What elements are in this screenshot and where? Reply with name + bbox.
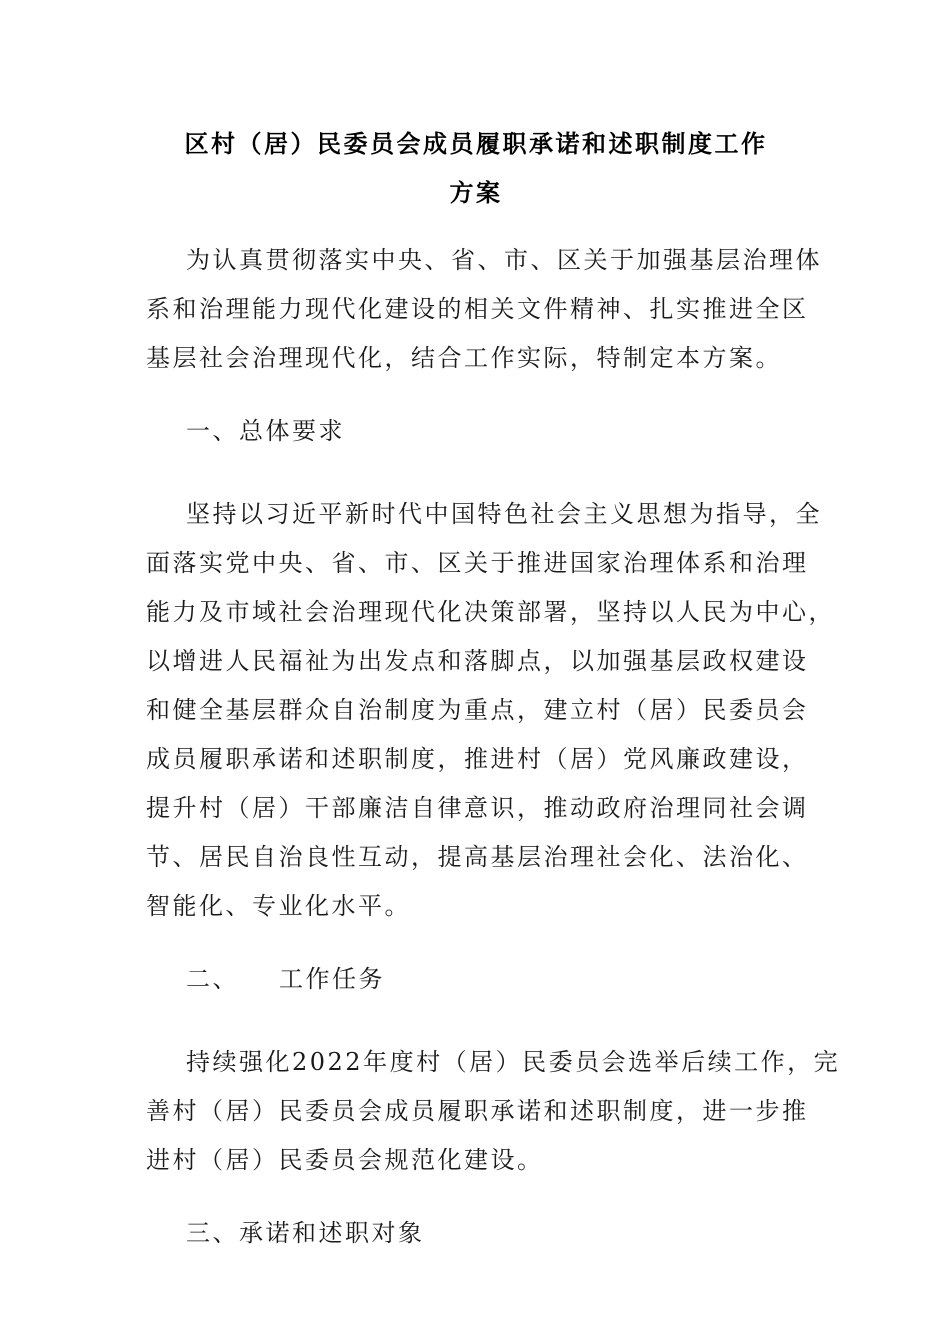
section-heading-3 bbox=[146, 1209, 806, 1258]
section-heading-line bbox=[146, 955, 806, 1004]
paragraph-line: 为认真贯彻落实中央、省、市、区关于加强基层治理体 bbox=[186, 246, 822, 274]
section-heading-text: 工作任务 bbox=[279, 965, 385, 993]
paragraph-line: 系和治理能力现代化建设的相关文件精神、扎实推进全区 bbox=[146, 295, 809, 323]
paragraph-line: 面落实党中央、省、市、区关于推进国家治理体系和治理 bbox=[146, 549, 809, 577]
section-heading-number: 二、 bbox=[186, 965, 239, 993]
section-heading-1 bbox=[146, 407, 806, 456]
section-1-paragraph bbox=[146, 490, 835, 931]
paragraph-line: 提升村（居）干部廉洁自律意识，推动政府治理同社会调 bbox=[146, 794, 809, 822]
paragraph-line: 成员履职承诺和述职制度，推进村（居）党风廉政建设， bbox=[146, 745, 809, 773]
section-2-paragraph bbox=[146, 1038, 841, 1185]
document-title bbox=[146, 120, 806, 218]
paragraph-line: 以增进人民福祉为出发点和落脚点，以加强基层政权建设 bbox=[146, 647, 809, 675]
title-line: 方案 bbox=[449, 179, 503, 207]
intro-paragraph bbox=[146, 236, 822, 383]
document-page bbox=[146, 120, 841, 1292]
paragraph-line: 和健全基层群众自治制度为重点，建立村（居）民委员会 bbox=[146, 696, 809, 724]
paragraph-line: 基层社会治理现代化，结合工作实际，特制定本方案。 bbox=[146, 344, 782, 372]
paragraph-line: 坚持以习近平新时代中国特色社会主义思想为指导，全 bbox=[186, 500, 822, 528]
section-heading-text: 一、总体要求 bbox=[186, 417, 345, 445]
title-line: 区村（居）民委员会成员履职承诺和述职制度工作 bbox=[184, 130, 768, 158]
section-heading-2 bbox=[146, 955, 806, 1004]
paragraph-line: 持续强化2022年度村（居）民委员会选举后续工作，完 bbox=[186, 1048, 841, 1076]
paragraph-line: 能力及市域社会治理现代化决策部署，坚持以人民为中心， bbox=[146, 598, 835, 626]
section-heading-text: 三、承诺和述职对象 bbox=[186, 1219, 425, 1247]
paragraph-line: 节、居民自治良性互动，提高基层治理社会化、法治化、 bbox=[146, 843, 809, 871]
paragraph-line: 智能化、专业化水平。 bbox=[146, 892, 411, 920]
paragraph-line: 善村（居）民委员会成员履职承诺和述职制度，进一步推 bbox=[146, 1097, 809, 1125]
paragraph-line: 进村（居）民委员会规范化建设。 bbox=[146, 1146, 544, 1174]
